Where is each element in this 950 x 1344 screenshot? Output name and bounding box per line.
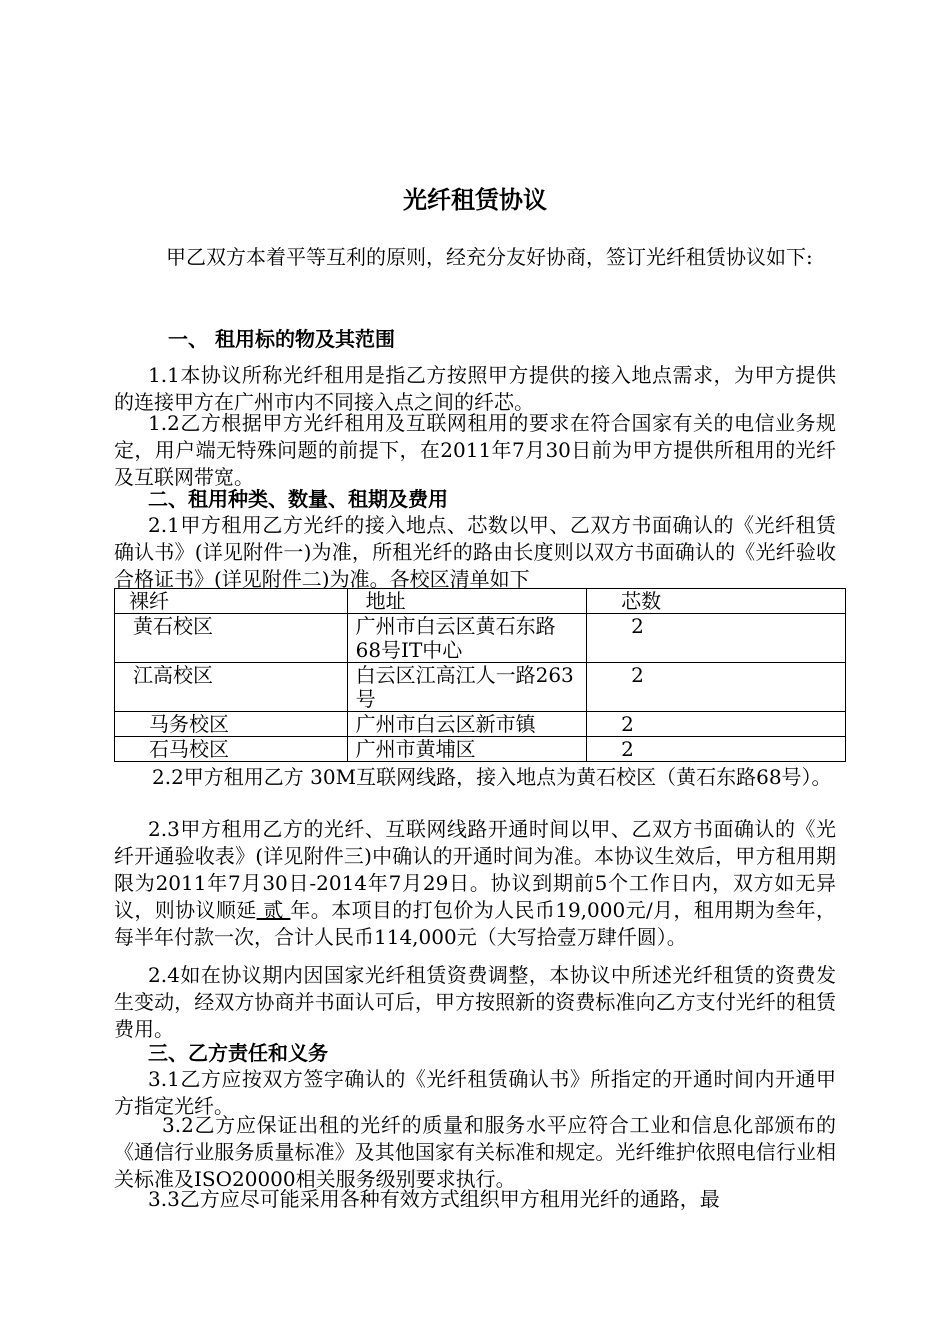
section-3-heading: 三、乙方责任和义务 (148, 1041, 328, 1065)
clause-2-3-text: 2.3甲方租用乙方的光纤、互联网线路开通时间以甲、乙双方书面确认的《光纤开通验收表》(详见附件三)中确认的开通时间为准。本协议生效后，甲方租用期限为2011年7月30日-2014年7月29日。协议到期前5个工作日内，双方如无异议，则协议顺延 (114, 817, 836, 922)
table-cell: 石马校区 (115, 737, 348, 762)
table-header-cell: 地址 (347, 589, 587, 614)
section-2-heading: 二、租用种类、数量、租期及费用 (148, 487, 448, 511)
table-header-cell: 芯数 (587, 589, 846, 614)
table-cell: 广州市白云区新市镇 (347, 712, 587, 737)
table-header-cell: 裸纤 (115, 589, 348, 614)
renewal-years-blank: 贰 (256, 898, 291, 922)
clause-2-3 (114, 816, 836, 951)
table-cell: 2 (587, 712, 846, 737)
clause-1-2: 1.2乙方根据甲方光纤租用及互联网租用的要求在符合国家有关的电信业务规定，用户端无特殊问题的前提下，在2011年7月30日前为甲方提供所租用的光纤及互联网带宽。 (114, 411, 836, 489)
clause-2-3-text-cont: 年。本项目的打包价为人民币19,000元/月，租用期为叁年，每半年付款一次，合计人民币114,000元（大写拾壹万肆仟圆）。 (114, 898, 837, 949)
clause-3-3: 3.3乙方应尽可能采用各种有效方式组织甲方租用光纤的通路，最 (148, 1187, 720, 1211)
clause-3-2: 3.2乙方应保证出租的光纤的质量和服务水平应符合工业和信息化部颁布的《通信行业服务质量标准》及其他国家有关标准和规定。光纤维护依照电信行业相关标准及ISO20000相关服务级别要求执行。 (114, 1113, 836, 1191)
document-title: 光纤租赁协议 (403, 185, 547, 214)
campus-table (114, 588, 846, 762)
table-cell: 2 (587, 737, 846, 762)
clause-2-4: 2.4如在协议期内因国家光纤租赁资费调整，本协议中所述光纤租赁的资费发生变动，经双方协商并书面认可后，甲方按照新的资费标准向乙方支付光纤的租赁费用。 (114, 963, 836, 1041)
table-cell: 广州市黄埔区 (347, 737, 587, 762)
table-row (115, 737, 846, 762)
table-cell: 白云区江高江人一路263号 (347, 663, 587, 712)
table-cell: 2 (587, 614, 846, 663)
table-row (115, 712, 846, 737)
clause-2-2: 2.2甲方租用乙方 30M互联网线路，接入地点为黄石校区（黄石东路68号）。 (152, 765, 832, 789)
table-cell: 黄石校区 (115, 614, 348, 663)
table-header-row (115, 589, 846, 614)
table-cell: 广州市白云区黄石东路68号IT中心 (347, 614, 587, 663)
clause-1-1: 1.1本协议所称光纤租用是指乙方按照甲方提供的接入地点需求，为甲方提供的连接甲方在广州市内不同接入点之间的纤芯。 (114, 363, 836, 414)
table-cell: 2 (587, 663, 846, 712)
table-cell: 马务校区 (115, 712, 348, 737)
clause-3-1: 3.1乙方应按双方签字确认的《光纤租赁确认书》所指定的开通时间内开通甲方指定光纤。 (114, 1067, 836, 1118)
section-1-heading: 一、 租用标的物及其范围 (168, 327, 395, 351)
clause-2-1: 2.1甲方租用乙方光纤的接入地点、芯数以甲、乙双方书面确认的《光纤租赁确认书》(详见附件一)为准，所租光纤的路由长度则以双方书面确认的《光纤验收合格证书》(详见附件二)为准。各校区清单如下 (114, 513, 836, 591)
table-row (115, 663, 846, 712)
table-row (115, 614, 846, 663)
table-cell: 江高校区 (115, 663, 348, 712)
intro-paragraph: 甲乙双方本着平等互利的原则，经充分友好协商，签订光纤租赁协议如下: (166, 245, 813, 269)
